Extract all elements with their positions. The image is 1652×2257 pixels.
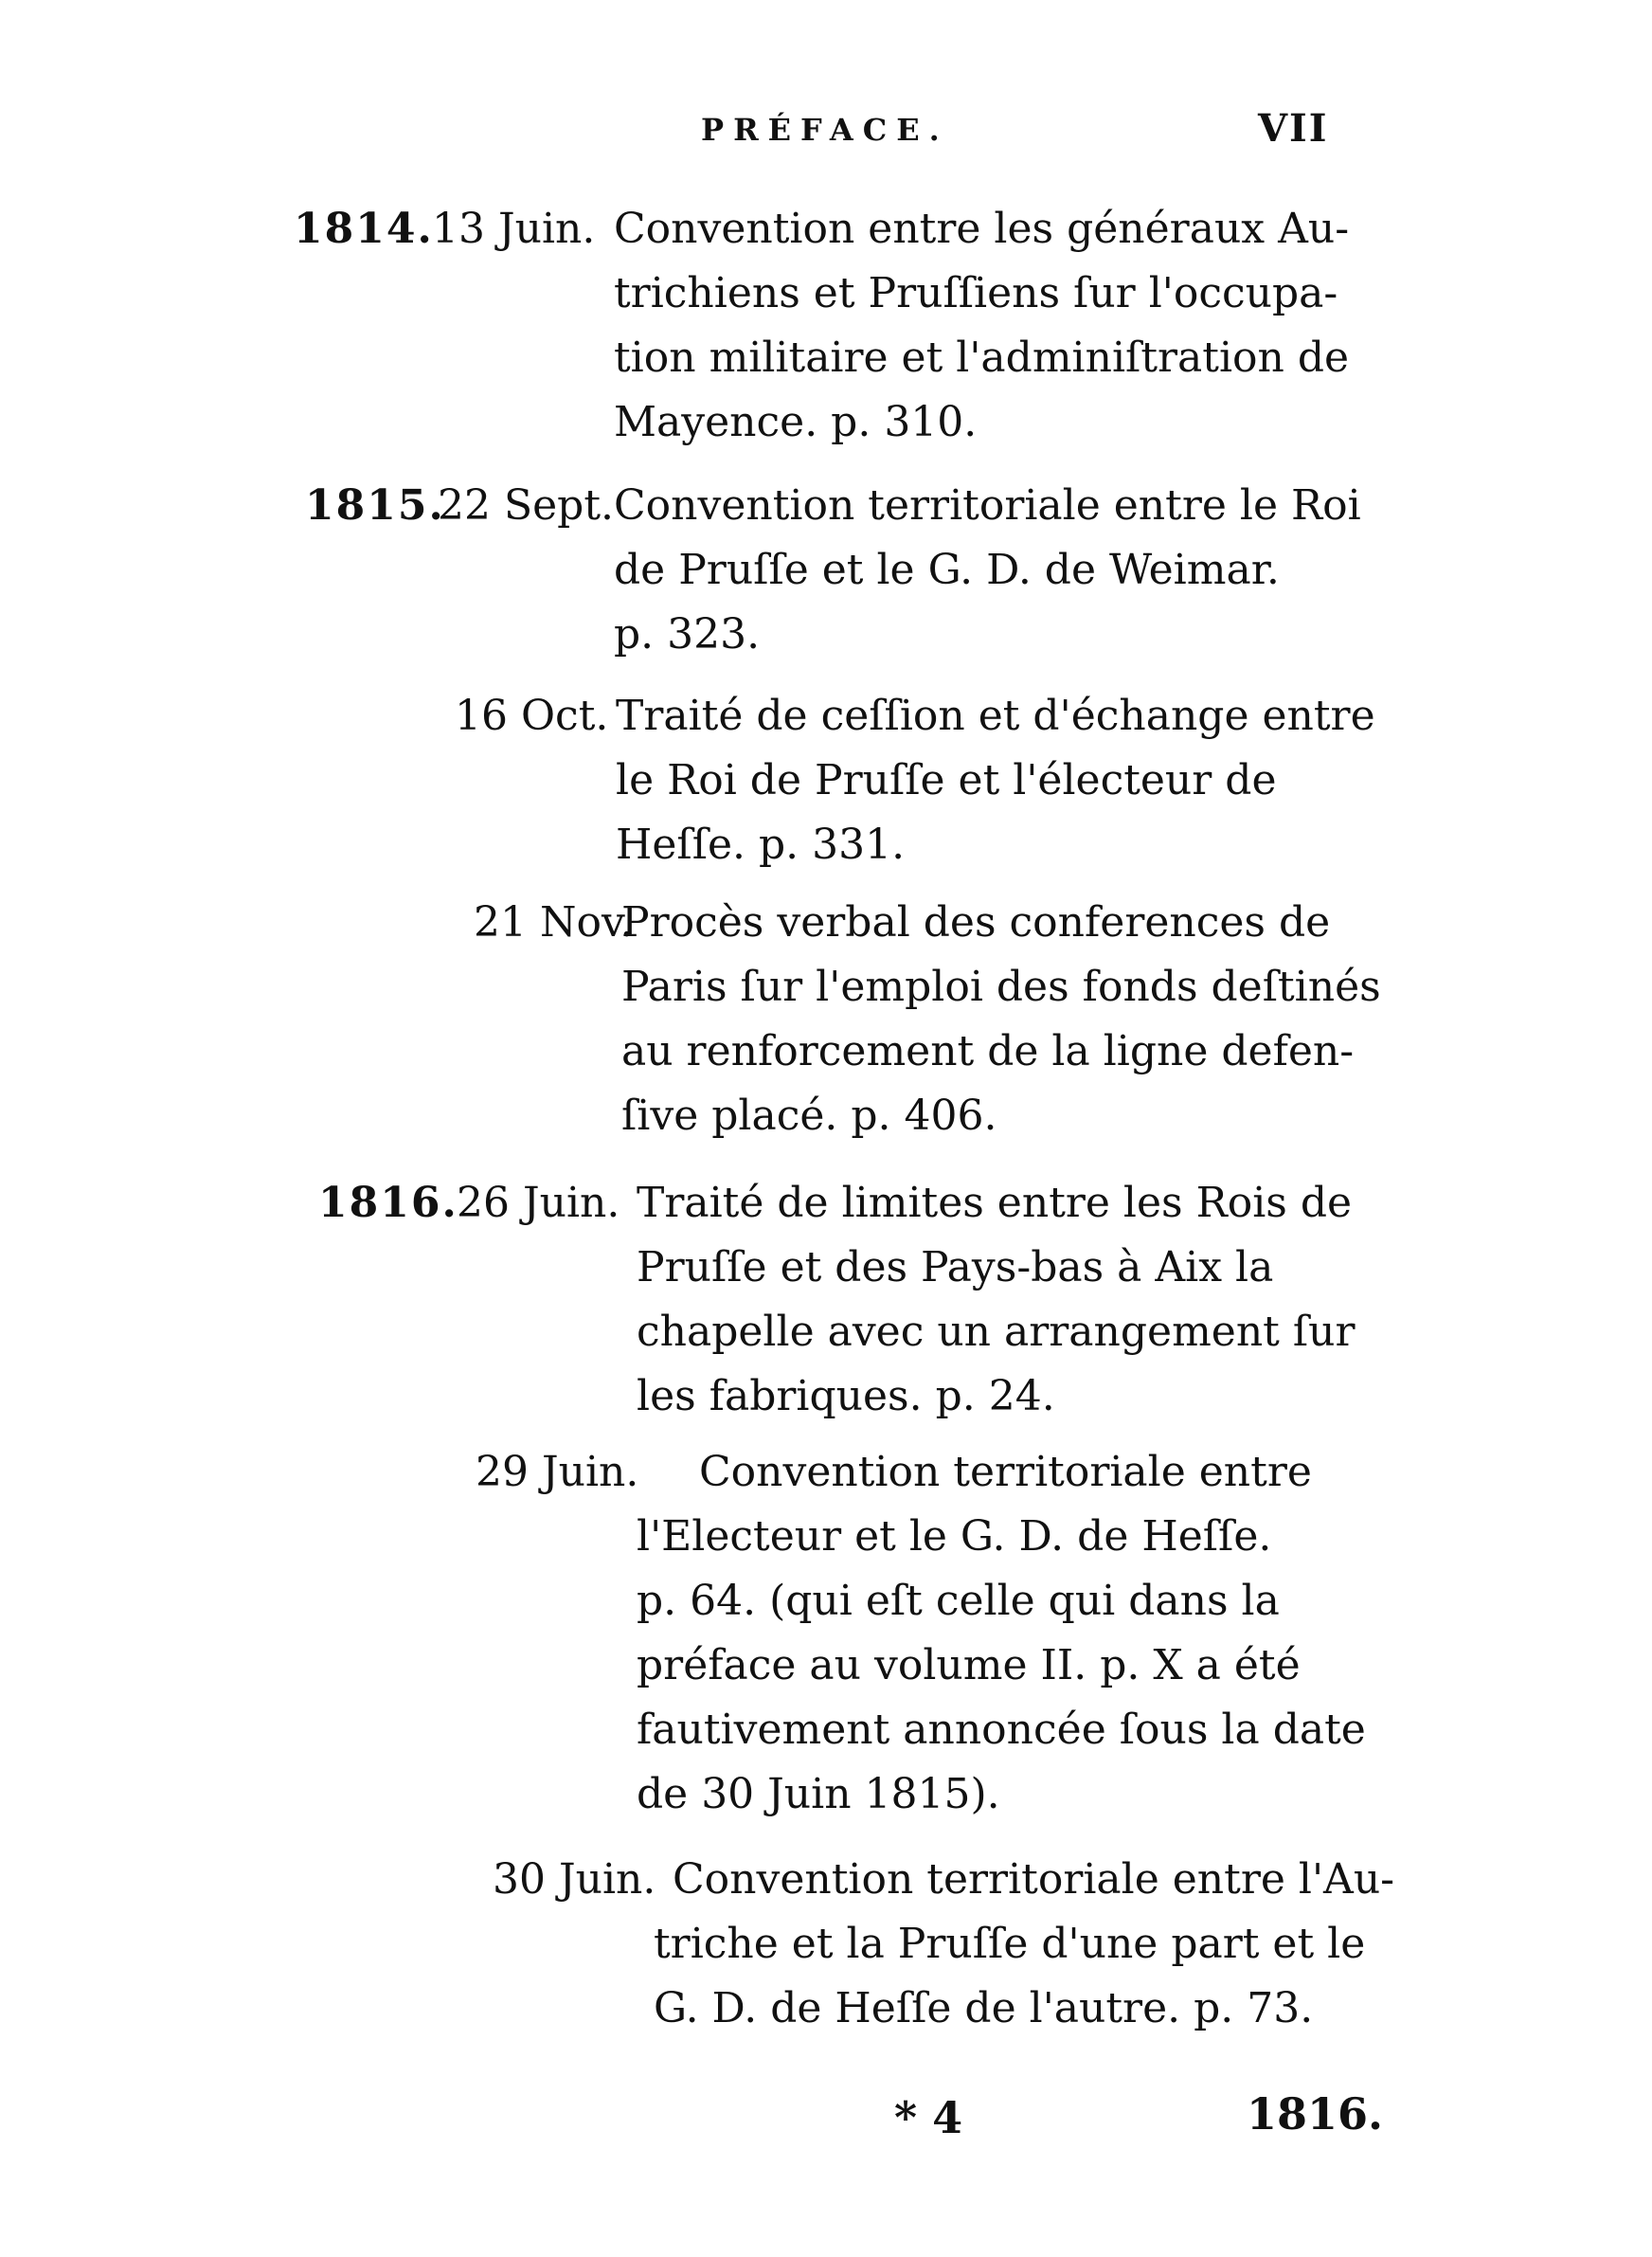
description-line: Convention entre les généraux Au- bbox=[614, 205, 1350, 253]
description-line: Convention territoriale entre bbox=[699, 1448, 1312, 1496]
catchword: 1816. bbox=[1247, 2088, 1384, 2140]
entry-year: 1814. bbox=[294, 205, 434, 253]
entry-year: 1815. bbox=[305, 481, 445, 530]
description-line: les fabriques. p. 24. bbox=[637, 1372, 1055, 1420]
description-line: Paris ſur l'emploi des fonds deſtinés bbox=[621, 963, 1381, 1011]
treaty-entry bbox=[0, 1440, 1652, 1838]
description-line: chapelle avec un arrangement ſur bbox=[637, 1308, 1356, 1356]
entry-description bbox=[621, 891, 1381, 1148]
description-line: Convention territoriale entre l'Au- bbox=[673, 1855, 1395, 1904]
treaty-entry bbox=[0, 474, 1652, 673]
entry-year: 1816. bbox=[318, 1179, 458, 1227]
treaty-entry bbox=[0, 891, 1652, 1156]
entry-date: 29 Juin. bbox=[476, 1448, 639, 1496]
description-line: de 30 Juin 1815). bbox=[637, 1770, 1000, 1818]
description-line: le Roi de Pruſſe et l'électeur de bbox=[616, 756, 1277, 804]
entry-date: 26 Juin. bbox=[457, 1179, 620, 1227]
description-line: p. 64. (qui eſt celle qui dans la bbox=[637, 1577, 1280, 1625]
entry-date: 13 Juin. bbox=[432, 205, 596, 253]
page-number: VII bbox=[1258, 106, 1329, 151]
description-line: Traité de limites entre les Rois de bbox=[637, 1179, 1353, 1227]
entry-date: 30 Juin. bbox=[493, 1855, 656, 1904]
description-line: ſive placé. p. 406. bbox=[621, 1092, 997, 1140]
description-line: Traité de ceſſion et d'échange entre bbox=[616, 692, 1375, 740]
description-line: Mayence. p. 310. bbox=[614, 398, 978, 446]
description-line: Heſſe. p. 331. bbox=[616, 821, 906, 869]
entry-date: 16 Oct. bbox=[455, 692, 609, 740]
treaty-entry bbox=[0, 1171, 1652, 1436]
treaty-entry bbox=[0, 684, 1652, 883]
description-line: trichiens et Pruſſiens ſur l'occupa- bbox=[614, 269, 1338, 317]
treaty-entry bbox=[0, 197, 1652, 462]
treaty-entry bbox=[0, 1848, 1652, 2047]
entry-description bbox=[654, 1848, 1395, 2041]
description-line: Convention territoriale entre le Roi bbox=[614, 481, 1361, 530]
description-line: l'Electeur et le G. D. de Heſſe. bbox=[637, 1512, 1272, 1561]
description-line: de Pruſſe et le G. D. de Weimar. bbox=[614, 546, 1280, 594]
description-line: au renforcement de la ligne defen- bbox=[621, 1027, 1355, 1075]
description-line: tion militaire et l'adminiſtration de bbox=[614, 334, 1350, 382]
description-line: fautivement annoncée ſous la date bbox=[637, 1706, 1366, 1754]
running-head-title: PRÉFACE. bbox=[701, 112, 949, 148]
entry-description bbox=[614, 197, 1350, 455]
entry-date: 21 Nov. bbox=[474, 898, 634, 947]
description-line: G. D. de Heſſe de l'autre. p. 73. bbox=[654, 1984, 1314, 2032]
description-line: Pruſſe et des Pays-bas à Aix la bbox=[637, 1243, 1274, 1291]
entry-description bbox=[637, 1440, 1366, 1827]
entry-date: 22 Sept. bbox=[438, 481, 614, 530]
entry-description bbox=[614, 474, 1361, 667]
description-line: p. 323. bbox=[614, 610, 761, 659]
description-line: Procès verbal des conferences de bbox=[621, 898, 1331, 947]
entry-description bbox=[616, 684, 1375, 877]
entry-description bbox=[637, 1171, 1356, 1429]
description-line: triche et la Pruſſe d'une part et le bbox=[654, 1920, 1366, 1968]
description-line: préface au volume II. p. X a été bbox=[637, 1641, 1301, 1689]
signature-mark: * 4 bbox=[894, 2092, 963, 2143]
